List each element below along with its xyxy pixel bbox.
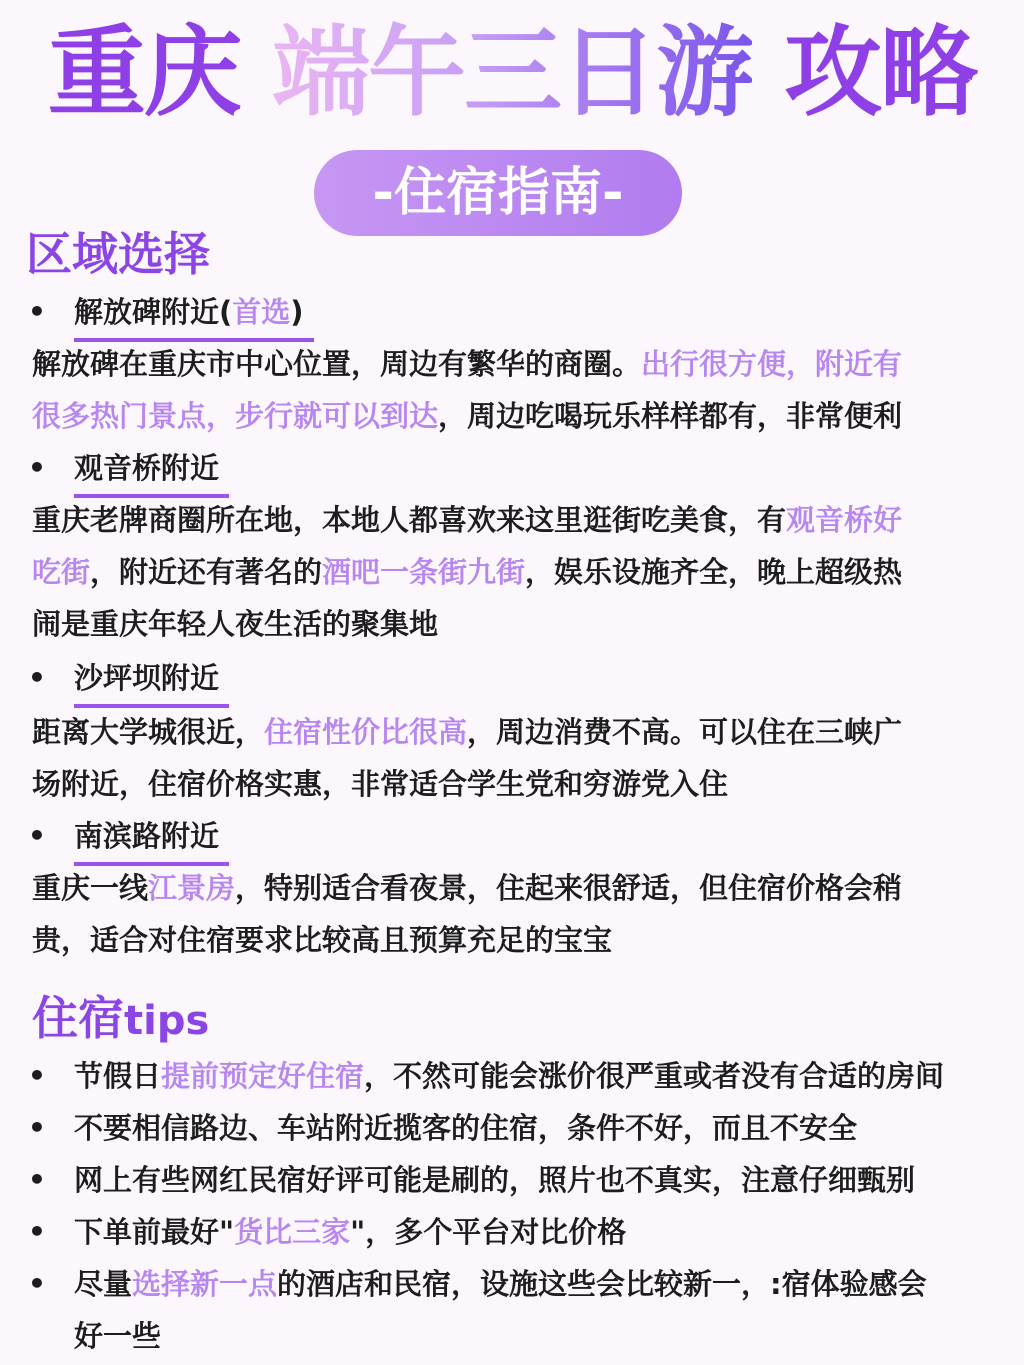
section-title-text: 住宿 — [32, 991, 124, 1045]
section-title-tips — [32, 982, 209, 1048]
highlight-text: 提前预定好住宿 — [161, 1059, 365, 1093]
bullet-icon: • — [28, 1163, 46, 1196]
highlight-text: 货比三家 — [234, 1215, 351, 1249]
page-title — [0, 14, 1024, 132]
text: "，多个平台对比价格 — [350, 1215, 627, 1249]
highlight-text: 吃街 — [32, 555, 91, 589]
text: ，周边吃喝玩乐样样都有，非常便利 — [438, 399, 903, 433]
area-description-shapingba — [32, 706, 992, 810]
area-description-nanbinlu — [32, 862, 992, 966]
bullet-icon: • — [28, 819, 46, 852]
text: ，不然可能会涨价很严重或者没有合适的房间 — [364, 1059, 945, 1093]
title-part-trip: 端午三日游 — [271, 16, 752, 130]
highlight-text: 很多热门景点，步行就可以到达 — [32, 399, 439, 433]
description-line — [32, 390, 992, 442]
description-line — [32, 862, 992, 914]
area-label-highlight: 首选 — [232, 295, 291, 329]
tip-item — [74, 1258, 927, 1310]
tip-item — [74, 1050, 944, 1102]
area-description-jiefangbei — [32, 338, 992, 442]
text: 贵，适合对住宿要求比较高且预算充足的宝宝 — [32, 923, 613, 957]
area-label-shapingba: 沙坪坝附近 — [74, 652, 229, 708]
text: ，附近还有著名的 — [90, 555, 323, 589]
description-line — [32, 706, 992, 758]
area-label-guanyinqiao: 观音桥附近 — [74, 442, 229, 498]
description-line — [32, 338, 992, 390]
bullet-icon: • — [28, 451, 46, 484]
highlight-text: 住宿性价比很高 — [264, 715, 468, 749]
text: 场附近，住宿价格实惠，非常适合学生党和穷游党入住 — [32, 767, 729, 801]
title-part-guide: 攻略 — [784, 16, 977, 130]
bullet-icon: • — [28, 1111, 46, 1144]
description-line — [32, 546, 992, 598]
text: 距离大学城很近， — [32, 715, 265, 749]
description-line — [32, 598, 992, 650]
text: 重庆一线 — [32, 871, 149, 905]
bullet-icon: • — [28, 1059, 46, 1092]
text: 解放碑在重庆市中心位置，周边有繁华的商圈。 — [32, 347, 642, 381]
description-line — [32, 914, 992, 966]
section-title-text: tips — [124, 998, 210, 1044]
section-title-area: 区域选择 — [26, 227, 210, 281]
description-line — [32, 494, 992, 546]
area-label-jiefangbei — [74, 286, 314, 342]
text: 节假日 — [74, 1059, 162, 1093]
highlight-text: 江景房 — [148, 871, 236, 905]
area-label-nanbinlu: 南滨路附近 — [74, 810, 229, 866]
description-line — [32, 758, 992, 810]
text: ，周边消费不高。可以住在三峡广 — [467, 715, 903, 749]
text: 闹是重庆年轻人夜生活的聚集地 — [32, 607, 439, 641]
area-label-text: ) — [290, 295, 304, 329]
highlight-text: 观音桥好 — [786, 503, 903, 537]
text: ，特别适合看夜景，住起来很舒适，但住宿价格会稍 — [235, 871, 903, 905]
text: 尽量 — [74, 1267, 133, 1301]
tip-item — [74, 1206, 626, 1258]
area-description-guanyinqiao — [32, 494, 992, 650]
text: 重庆老牌商圈所在地，本地人都喜欢来这里逛街吃美食，有 — [32, 503, 787, 537]
bullet-icon: • — [28, 1267, 46, 1300]
text: 下单前最好" — [74, 1215, 235, 1249]
tip-item: 网上有些网红民宿好评可能是刷的，照片也不真实，注意仔细甄别 — [74, 1163, 916, 1197]
text: 的酒店和民宿，设施这些会比较新一，:宿体验感会 — [277, 1267, 927, 1301]
area-label-text: 解放碑附近( — [74, 295, 233, 329]
tip-item-continuation: 好一些 — [74, 1319, 162, 1353]
bullet-icon: • — [28, 1215, 46, 1248]
section-pill-accommodation-guide: -住宿指南- — [314, 150, 682, 236]
tip-item: 不要相信路边、车站附近揽客的住宿，条件不好，而且不安全 — [74, 1111, 858, 1145]
highlight-text: 出行很方便，附近有 — [641, 347, 903, 381]
bullet-icon: • — [28, 295, 46, 328]
text: ，娱乐设施齐全，晚上超级热 — [525, 555, 903, 589]
title-part-city: 重庆 — [47, 16, 240, 130]
highlight-text: 选择新一点 — [132, 1267, 278, 1301]
highlight-text: 酒吧一条街九街 — [322, 555, 526, 589]
bullet-icon: • — [28, 661, 46, 694]
